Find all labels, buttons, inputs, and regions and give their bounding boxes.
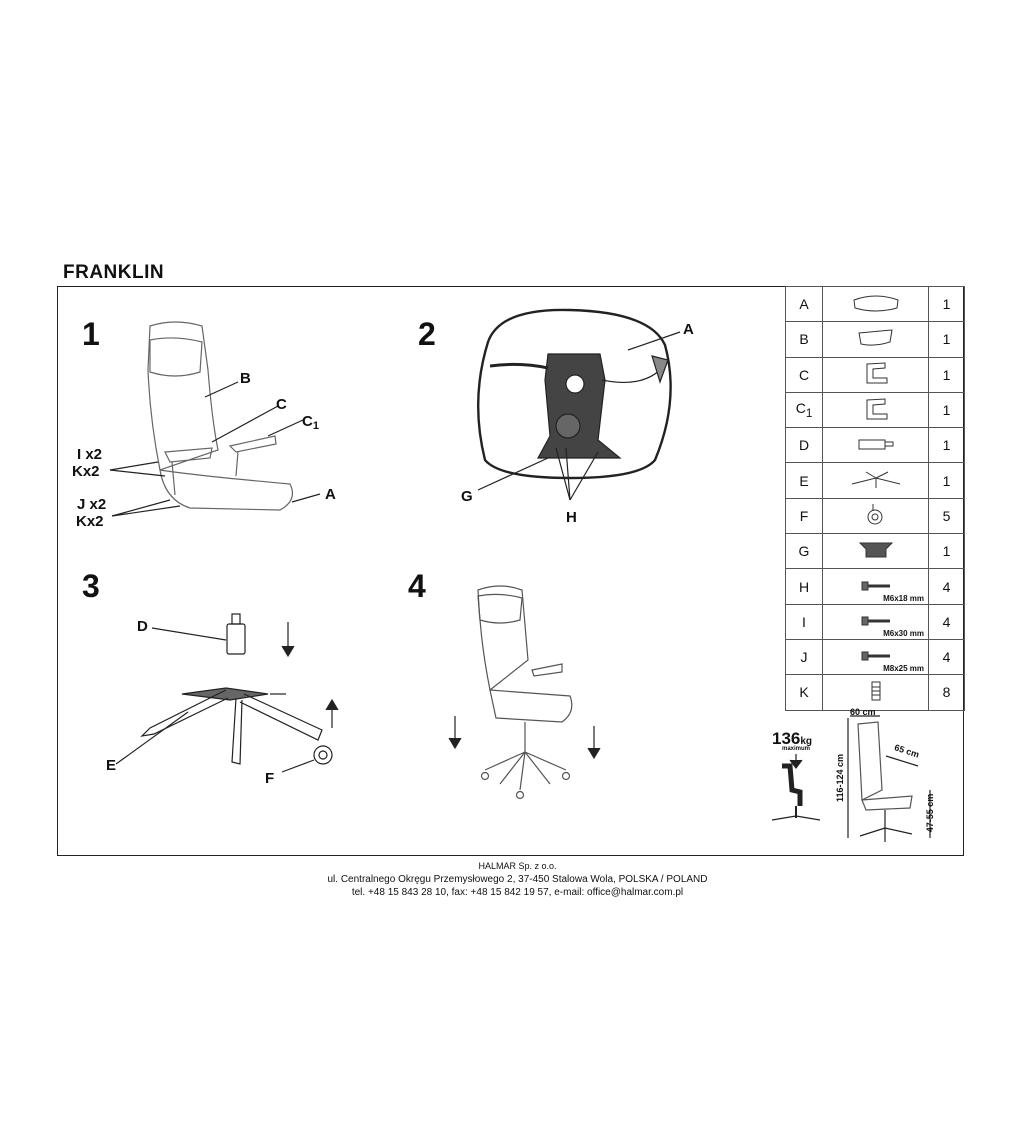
- seat-icon: [851, 301, 901, 317]
- dimension-height: 116-124 cm: [835, 753, 845, 803]
- part-key-subscript: 1: [805, 406, 813, 420]
- parts-row: [786, 534, 965, 569]
- step1-label-k-x2-top: Kx2: [72, 463, 100, 480]
- step3-label-d: D: [137, 618, 148, 635]
- step-number-2: 2: [418, 316, 436, 352]
- parts-row: [786, 498, 965, 533]
- dimension-depth: 65 cm: [893, 742, 921, 760]
- part-key-letter: C: [798, 366, 810, 383]
- part-quantity: 1: [929, 322, 965, 357]
- part-illustration-cell: [823, 392, 929, 427]
- part-key-letter: K: [799, 684, 809, 701]
- mechanism-icon: [856, 548, 896, 564]
- step2-label-g: G: [461, 488, 473, 505]
- part-illustration-cell: [823, 357, 929, 392]
- step3-base-illustration: [116, 614, 338, 772]
- parts-row: [786, 392, 965, 427]
- parts-row: [786, 428, 965, 463]
- part-key-letter: F: [799, 507, 809, 524]
- part-quantity: 8: [929, 675, 965, 710]
- step1-label-c1: [302, 413, 319, 430]
- star-base-icon: [848, 477, 904, 493]
- step1-label-b: B: [240, 370, 251, 387]
- step2-seat-underside: [478, 310, 680, 500]
- part-spec: M6x18 mm: [883, 593, 924, 603]
- part-illustration-cell: [823, 569, 929, 604]
- part-key: [786, 604, 823, 639]
- max-load-unit: kg: [800, 736, 813, 747]
- part-spec: M8x25 mm: [883, 664, 924, 674]
- step1-label-c1-subscript: 1: [312, 420, 319, 432]
- part-key: [786, 675, 823, 710]
- part-illustration-cell: [823, 463, 929, 498]
- part-key: [786, 534, 823, 569]
- part-quantity: 5: [929, 498, 965, 533]
- part-quantity: 4: [929, 569, 965, 604]
- part-key-letter: D: [798, 437, 810, 454]
- step1-label-c: C: [276, 396, 287, 413]
- step1-label-c1-letter: C: [302, 413, 313, 430]
- step1-chair-illustration: [148, 322, 292, 510]
- part-illustration-cell: [823, 639, 929, 674]
- part-key-letter: C: [795, 400, 806, 417]
- max-load-number: 136: [772, 729, 801, 748]
- gas-lift-icon: [856, 439, 896, 455]
- part-illustration-cell: [823, 604, 929, 639]
- part-quantity: 1: [929, 428, 965, 463]
- caster-icon: [863, 513, 889, 529]
- part-spec: M6x30 mm: [883, 628, 924, 638]
- screw-icon: [860, 649, 892, 665]
- part-illustration-cell: [823, 322, 929, 357]
- part-illustration-cell: [823, 428, 929, 463]
- step3-label-f: F: [265, 770, 275, 787]
- parts-row: [786, 463, 965, 498]
- part-key-letter: E: [799, 472, 809, 489]
- dimension-width: 60 cm: [850, 707, 876, 717]
- part-key: [786, 287, 823, 322]
- part-key-letter: H: [798, 578, 810, 595]
- step-number-3: 3: [82, 568, 100, 604]
- step-number-1: 1: [82, 316, 100, 352]
- part-quantity: 1: [929, 392, 965, 427]
- parts-row: [786, 322, 965, 357]
- part-key: [786, 498, 823, 533]
- parts-row: [786, 357, 965, 392]
- parts-row: [786, 639, 965, 674]
- part-key: [786, 357, 823, 392]
- part-key: [786, 569, 823, 604]
- parts-row: [786, 675, 965, 710]
- step2-label-h: H: [566, 509, 577, 526]
- part-key-letter: A: [799, 296, 809, 313]
- step1-label-i-x2: I x2: [77, 446, 103, 463]
- company-footer: [0, 860, 1035, 899]
- part-key: [786, 392, 823, 427]
- backrest-icon: [856, 336, 896, 352]
- armrest-icon: [861, 373, 891, 389]
- part-quantity: 1: [929, 463, 965, 498]
- step2-label-a: A: [683, 321, 694, 338]
- part-quantity: 4: [929, 604, 965, 639]
- part-key: [786, 639, 823, 674]
- step1-label-j-x2: J x2: [77, 496, 107, 513]
- parts-row: [786, 287, 965, 322]
- part-key-letter: J: [800, 649, 808, 666]
- part-key-letter: B: [799, 331, 809, 348]
- step3-label-e: E: [106, 757, 117, 774]
- product-title: FRANKLIN: [63, 262, 165, 283]
- part-key: [786, 322, 823, 357]
- part-quantity: 1: [929, 287, 965, 322]
- screw-icon: [860, 614, 892, 630]
- part-illustration-cell: [823, 534, 929, 569]
- footer-company: HALMAR Sp. z o.o.: [478, 861, 557, 871]
- washer-icon: [868, 689, 884, 705]
- part-key-letter: G: [798, 543, 810, 560]
- part-quantity: 1: [929, 357, 965, 392]
- part-key: [786, 428, 823, 463]
- dimension-seat-height: 47-55 cm: [925, 793, 935, 833]
- part-quantity: 1: [929, 534, 965, 569]
- part-illustration-cell: [823, 287, 929, 322]
- max-load-note: maximum: [782, 746, 811, 752]
- armrest-icon: [861, 409, 891, 425]
- part-quantity: 4: [929, 639, 965, 674]
- footer-contact: tel. +48 15 843 28 10, fax: +48 15 842 19 57, e-mail: office@halmar.com.pl: [351, 887, 684, 898]
- part-key-letter: I: [802, 613, 806, 630]
- parts-row: [786, 604, 965, 639]
- step-number-4: 4: [408, 568, 426, 604]
- step1-label-a: A: [325, 486, 336, 503]
- screw-icon: [860, 579, 892, 595]
- step4-chair-illustration: [478, 586, 572, 799]
- part-key: [786, 463, 823, 498]
- part-illustration-cell: [823, 498, 929, 533]
- part-illustration-cell: [823, 675, 929, 710]
- footer-address: ul. Centralnego Okręgu Przemysłowego 2, 37-450 Stalowa Wola, POLSKA / POLAND: [327, 874, 708, 885]
- step1-label-k-x2-bottom: Kx2: [76, 513, 104, 530]
- parts-row: [786, 569, 965, 604]
- parts-list-table: [785, 286, 965, 711]
